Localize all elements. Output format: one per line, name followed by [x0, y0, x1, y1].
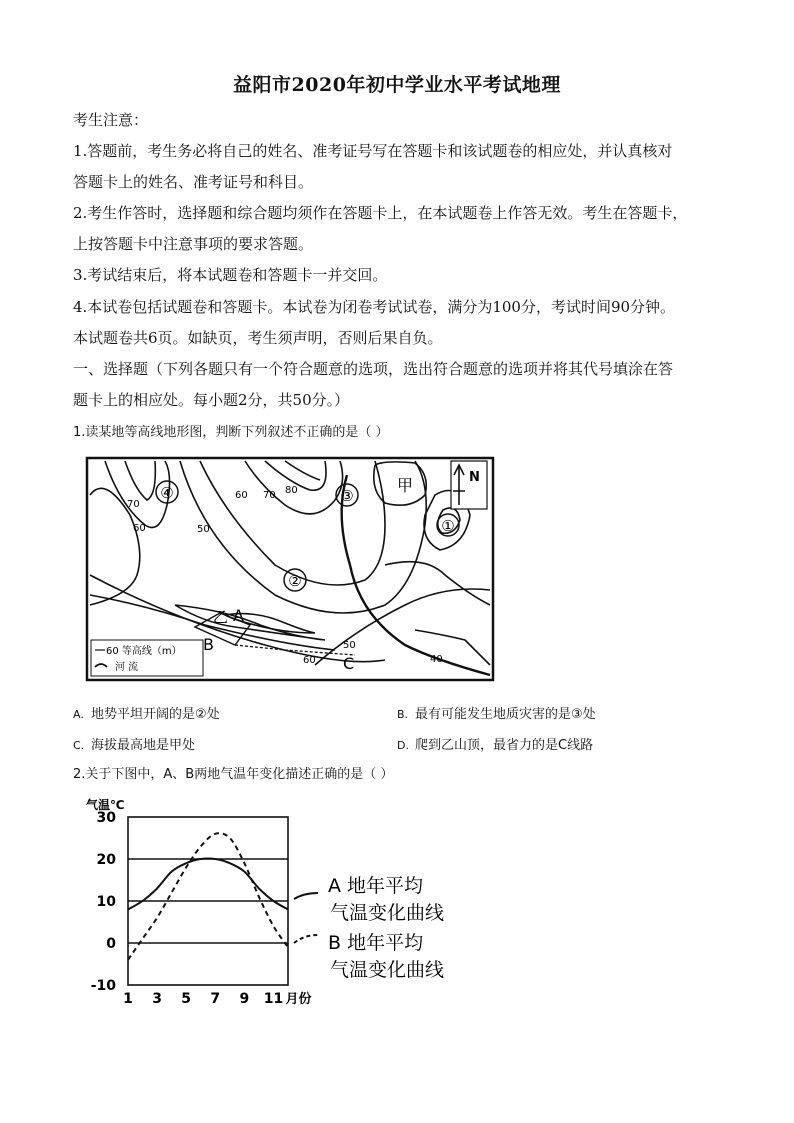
label-site-1: ①: [441, 517, 455, 535]
notice-line: 4.本试卷包括试题卷和答题卡。本试卷为闭卷考试试卷，满分为100分，考试时间90分钟。: [73, 298, 676, 316]
notice-line: 上按答题卡中注意事项的要求答题。: [73, 235, 314, 253]
legend-leader-b: [294, 935, 318, 943]
series-line-a: [128, 858, 288, 909]
series-line-b: [128, 833, 288, 960]
x-tick-label: 7: [210, 991, 221, 1007]
notice-line: 3.考试结束后，将本试题卷和答题卡一并交回。: [73, 266, 388, 284]
contour-value: 70: [263, 490, 276, 501]
q1-option-d: D. 爬到乙山顶，最省力的是C线路: [397, 738, 594, 753]
x-tick-label: 9: [239, 991, 250, 1007]
x-tick-label: 5: [181, 991, 192, 1007]
legend-b-line2: 气温变化曲线: [330, 959, 445, 981]
y-tick-label: 0: [106, 936, 116, 952]
x-axis-label: 月份: [285, 992, 312, 1007]
x-tick-label: 1: [123, 991, 133, 1007]
y-tick-label: 30: [96, 810, 116, 826]
label-route-a: A: [233, 606, 244, 625]
legend-a-line2: 气温变化曲线: [330, 902, 445, 924]
legend-a-line1: A 地年平均: [328, 875, 424, 897]
label-route-b: B: [203, 635, 214, 654]
label-site-4: ④: [160, 484, 174, 502]
contour-value: 40: [430, 654, 443, 665]
label-yi: 乙: [213, 608, 229, 626]
label-site-3: ③: [340, 487, 354, 505]
contour-value: 60: [133, 523, 146, 534]
q1-option-c: C. 海拔最高地是甲处: [73, 738, 196, 753]
north-label: N: [469, 470, 480, 485]
q1-option-b: B. 最有可能发生地质灾害的是③处: [397, 707, 596, 722]
legend-leader-a: [294, 893, 318, 899]
notice-line: 本试题卷共6页。如缺页，考生须声明，否则后果自负。: [73, 329, 443, 347]
page-title: 益阳市2020年初中学业水平考试地理: [233, 74, 561, 96]
label-route-c: C: [343, 654, 355, 673]
contour-value: 60: [303, 655, 316, 666]
notice-heading: 考生注意：: [73, 111, 149, 129]
section-heading: 一、选择题（下列各题只有一个符合题意的选项，选出符合题意的选项并将其代号填涂在答: [73, 360, 674, 378]
contour-value: 60: [235, 490, 248, 501]
y-tick-label: 10: [96, 894, 116, 910]
chart-ylabel: 气温℃: [86, 798, 125, 812]
contour-value: 50: [197, 524, 210, 535]
contour-map: [85, 455, 497, 683]
x-tick-label: 3: [152, 991, 162, 1007]
question-1-stem: 1.读某地等高线地形图，判断下列叙述不正确的是（ ）: [73, 425, 389, 440]
notice-line: 答题卡上的姓名、准考证号和科目。: [73, 173, 314, 191]
legend-contour: 60 等高线（m）: [106, 646, 182, 657]
q1-option-a: A. 地势平坦开阔的是②处: [73, 707, 220, 722]
temperature-chart: [78, 797, 498, 1012]
notice-line: 2.考生作答时，选择题和综合题均须作在答题卡上，在本试题卷上作答无效。考生在答题卡，: [73, 204, 688, 222]
section-heading-cont: 题卡上的相应处。每小题2分，共50分。）: [73, 391, 350, 409]
label-site-2: ②: [288, 572, 302, 590]
contour-value: 50: [343, 640, 356, 651]
y-tick-label: -10: [90, 978, 116, 994]
contour-value: 80: [285, 485, 298, 496]
notice-line: 1.答题前，考生务必将自己的姓名、准考证号写在答题卡和该试题卷的相应处，并认真核对: [73, 142, 673, 160]
y-tick-label: 20: [96, 852, 116, 868]
north-arrow-box: [451, 461, 487, 509]
x-tick-label: 11: [263, 991, 284, 1007]
label-jia: 甲: [397, 476, 414, 495]
legend-b-line1: B 地年平均: [328, 932, 424, 954]
question-2-stem: 2.关于下图中，A、B两地气温年变化描述正确的是（ ）: [73, 767, 394, 782]
legend-river: 河 流: [115, 662, 139, 673]
contour-value: 70: [127, 499, 140, 510]
